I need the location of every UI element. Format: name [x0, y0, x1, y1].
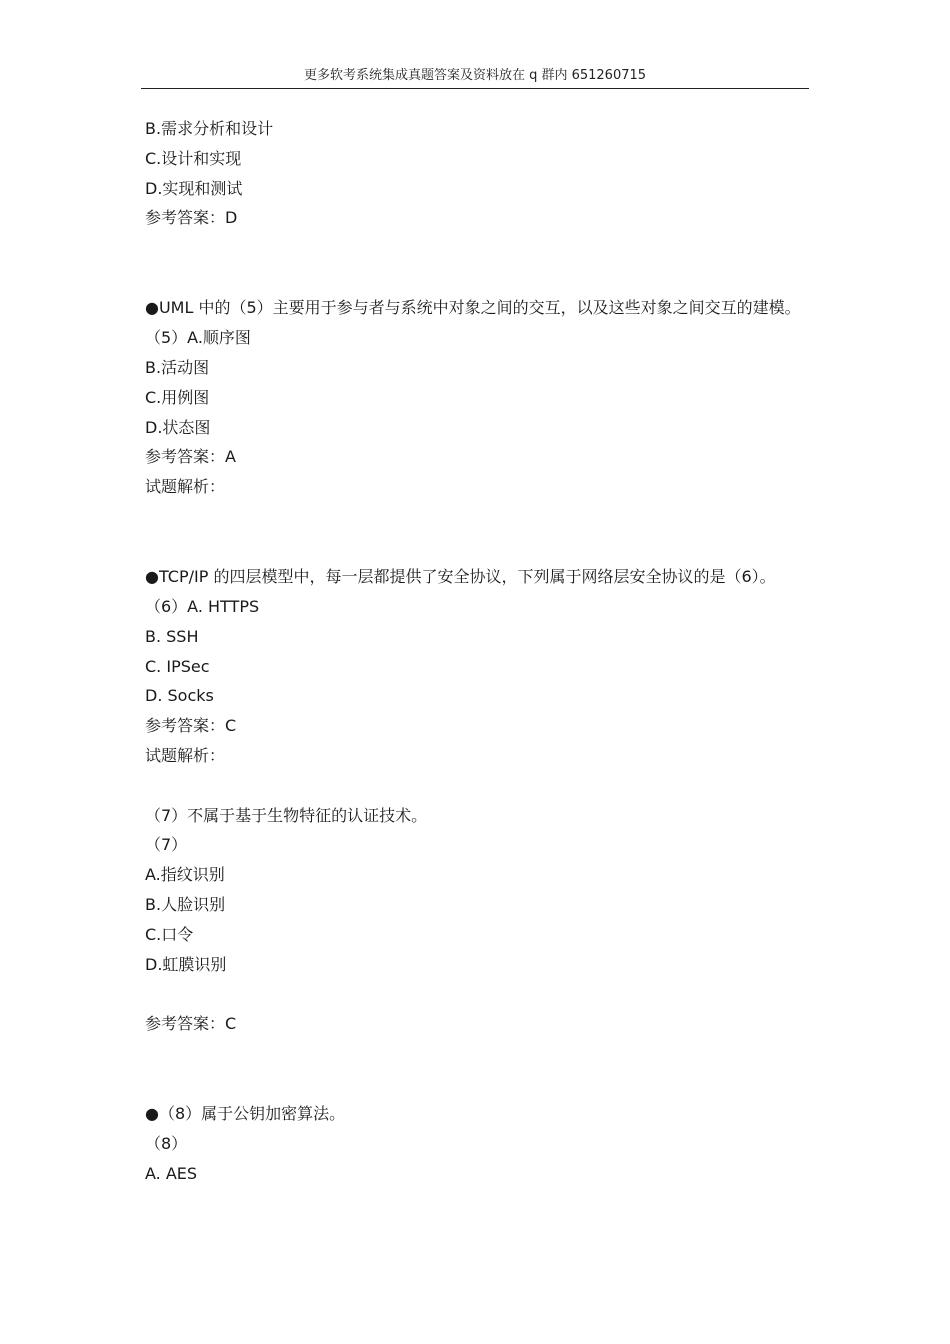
question-7	[145, 801, 809, 1039]
question-8	[145, 1099, 809, 1188]
question-number: （8）	[145, 1133, 188, 1153]
option-c: C.用例图	[145, 387, 210, 407]
option-b: B.人脸识别	[145, 894, 226, 914]
question-stem: （7）不属于基于生物特征的认证技术。	[145, 805, 428, 825]
page-header: 更多软考系统集成真题答案及资料放在 q 群内 651260715	[141, 66, 809, 89]
question-stem: ●TCP/IP 的四层模型中，每一层都提供了安全协议，下列属于网络层安全协议的是（6）。	[145, 566, 776, 586]
reference-answer: 参考答案：C	[145, 716, 237, 736]
analysis-label: 试题解析：	[145, 477, 226, 497]
question-stem: ●UML 中的（5）主要用于参与者与系统中对象之间的交互，以及这些对象之间交互的建模。	[145, 298, 801, 318]
option-b: B. SSH	[145, 626, 199, 646]
document-body	[145, 114, 809, 1188]
question-4-tail	[145, 114, 809, 233]
option-d: D. Socks	[145, 686, 214, 706]
question-5	[145, 293, 809, 502]
spacer	[145, 979, 809, 1009]
spacer	[145, 771, 809, 801]
spacer	[145, 1039, 809, 1099]
option-d: D.虹膜识别	[145, 954, 227, 974]
option-a: A.指纹识别	[145, 865, 225, 885]
option-c: C. IPSec	[145, 656, 210, 676]
option-a: （6）A. HTTPS	[145, 596, 260, 616]
spacer	[145, 502, 809, 562]
option-c: C.口令	[145, 924, 194, 944]
option-b: B.活动图	[145, 357, 210, 377]
option-c: C.设计和实现	[145, 148, 242, 168]
option-b: B.需求分析和设计	[145, 119, 274, 138]
reference-answer: 参考答案：A	[145, 447, 236, 467]
option-a: （5）A.顺序图	[145, 328, 251, 348]
reference-answer: 参考答案：D	[145, 208, 238, 228]
option-d: D.状态图	[145, 417, 211, 437]
spacer	[145, 233, 809, 293]
option-a: A. AES	[145, 1163, 198, 1183]
reference-answer: 参考答案：C	[145, 1014, 237, 1034]
question-number: （7）	[145, 835, 188, 855]
option-d: D.实现和测试	[145, 178, 243, 198]
analysis-label: 试题解析：	[145, 745, 226, 765]
question-stem: ●（8）属于公钥加密算法。	[145, 1103, 346, 1123]
question-6	[145, 562, 809, 771]
